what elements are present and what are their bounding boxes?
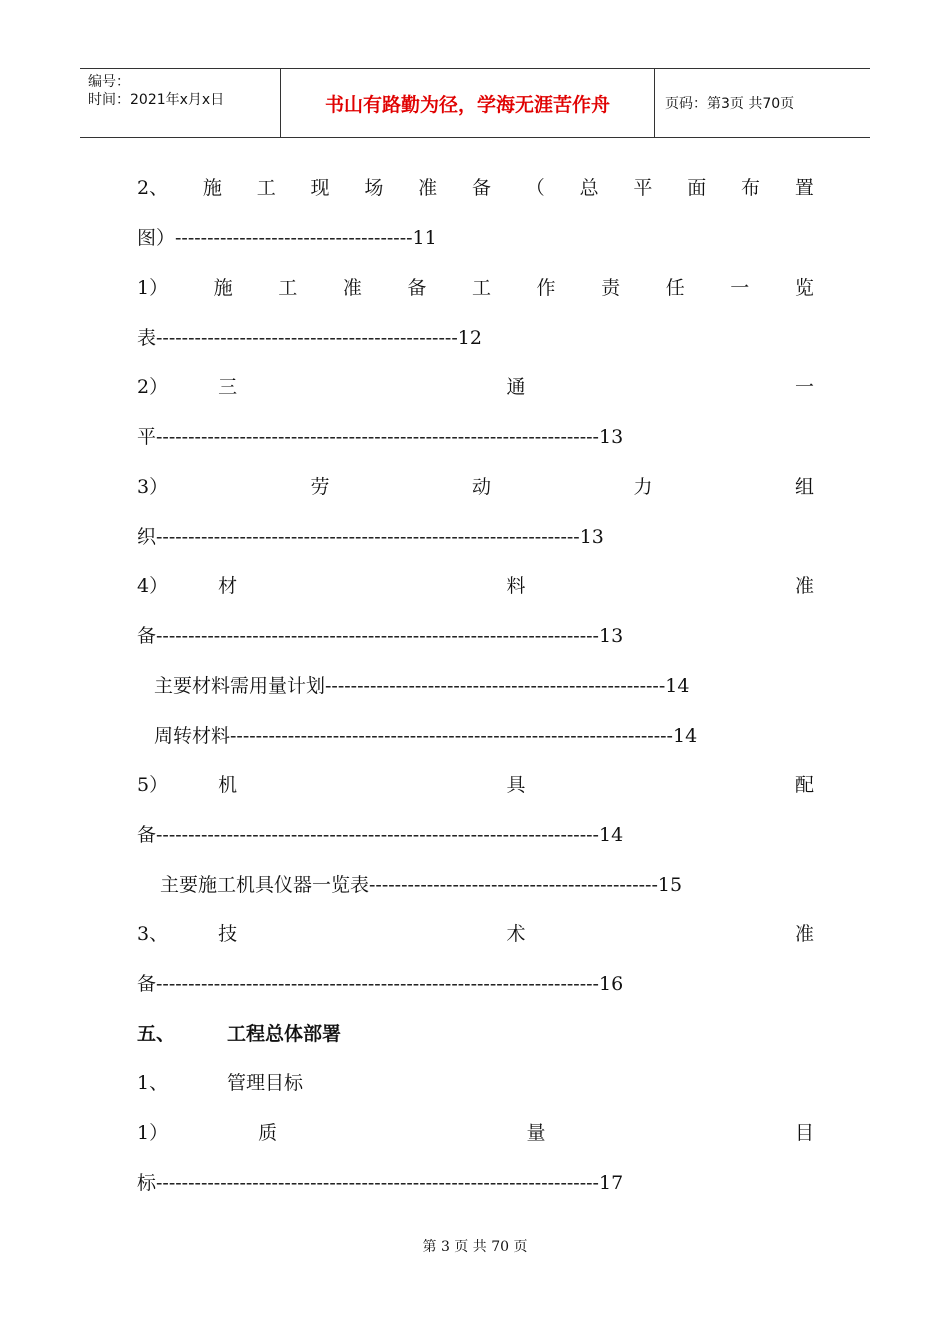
toc-line-equipment	[137, 773, 814, 797]
toc-char: 准	[794, 575, 814, 597]
toc-line-three-one-cont: 平---------------------------------------------------------------------13	[137, 426, 624, 448]
toc-char: 场	[364, 177, 384, 199]
toc-char: 工	[471, 277, 491, 299]
toc-char: 力	[633, 476, 653, 498]
toc-char: 任	[665, 277, 685, 299]
toc-char: 现	[310, 177, 330, 199]
toc-char: 一	[730, 277, 750, 299]
subsection-heading	[137, 1071, 814, 1095]
toc-char: 施	[213, 277, 233, 299]
toc-char: 3、	[137, 923, 169, 945]
toc-char: 准	[794, 923, 814, 945]
toc-char: 料	[506, 575, 526, 597]
toc-char: 准	[418, 177, 438, 199]
toc-char: 作	[536, 277, 556, 299]
toc-char: 通	[506, 376, 526, 398]
toc-char: 准	[342, 277, 362, 299]
toc-line-materials-cont: 备---------------------------------------------------------------------13	[137, 625, 624, 647]
toc-char: 布	[741, 177, 761, 199]
toc-line-labor-cont: 织------------------------------------------------------------------13	[137, 526, 604, 548]
toc-char: 一	[794, 376, 814, 398]
section-title: 工程总体部署	[227, 1023, 342, 1045]
toc-char: 组	[794, 476, 814, 498]
toc-char: 动	[472, 476, 492, 498]
header-motto: 书山有路勤为径，学海无涯苦作舟	[281, 69, 655, 137]
toc-char: 2、	[137, 177, 169, 199]
toc-line-material-plan: 主要材料需用量计划-----------------------------------------------------14	[154, 675, 690, 697]
document-header	[80, 68, 870, 138]
header-page-info: 页码：第3页 共70页	[665, 96, 795, 112]
number-label: 编号：	[88, 74, 130, 90]
toc-char: 施	[202, 177, 222, 199]
toc-char: 工	[256, 177, 276, 199]
toc-char: 览	[794, 277, 814, 299]
toc-char: 目	[794, 1122, 814, 1144]
toc-char: 置	[794, 177, 814, 199]
page-footer: 第 3 页 共 70 页	[422, 1239, 528, 1255]
toc-line-tech-prep-cont: 备---------------------------------------------------------------------16	[137, 973, 624, 995]
toc-char: 平	[633, 177, 653, 199]
toc-char: 工	[278, 277, 298, 299]
time-label: 时间：2021年x月x日	[88, 92, 225, 108]
header-meta-cell	[80, 69, 281, 137]
toc-line-site-prep	[137, 176, 814, 200]
toc-char: 备	[407, 277, 427, 299]
toc-char: 面	[687, 177, 707, 199]
toc-char: 具	[506, 774, 526, 796]
toc-char: 劳	[310, 476, 330, 498]
toc-line-tech-prep	[137, 922, 814, 946]
toc-char: 3）	[137, 476, 169, 498]
toc-char: 总	[579, 177, 599, 199]
toc-line-site-prep-cont: 图）-------------------------------------11	[137, 227, 437, 249]
subsection-number: 1、	[137, 1072, 169, 1094]
toc-char: 1）	[137, 1122, 169, 1144]
toc-line-quality	[137, 1121, 814, 1145]
toc-char: 配	[794, 774, 814, 796]
section-number: 五、	[137, 1023, 176, 1045]
toc-char: 三	[218, 376, 238, 398]
toc-char: 质	[258, 1122, 278, 1144]
toc-char: 技	[218, 923, 238, 945]
toc-line-materials	[137, 574, 814, 598]
toc-char: 4）	[137, 575, 169, 597]
toc-char: 机	[218, 774, 238, 796]
toc-line-quality-cont: 标---------------------------------------------------------------------17	[137, 1172, 624, 1194]
toc-char: 备	[471, 177, 491, 199]
toc-char: 量	[526, 1122, 546, 1144]
toc-line-three-one	[137, 375, 814, 399]
toc-line-turnover-materials: 周转材料---------------------------------------------------------------------14	[154, 725, 698, 747]
section-heading	[137, 1022, 814, 1046]
toc-line-prep-duty	[137, 276, 814, 300]
toc-line-prep-duty-cont: 表-----------------------------------------------12	[137, 327, 482, 349]
toc-char: （	[525, 177, 545, 199]
toc-char: 5）	[137, 774, 169, 796]
toc-char: 责	[601, 277, 621, 299]
toc-line-labor	[137, 475, 814, 499]
toc-char: 1）	[137, 277, 169, 299]
toc-char: 材	[218, 575, 238, 597]
toc-line-equipment-cont: 备---------------------------------------------------------------------14	[137, 824, 624, 846]
subsection-title: 管理目标	[227, 1072, 304, 1094]
toc-char: 术	[506, 923, 526, 945]
toc-line-equipment-list: 主要施工机具仪器一览表---------------------------------------------15	[160, 874, 683, 896]
toc-char: 2）	[137, 376, 169, 398]
